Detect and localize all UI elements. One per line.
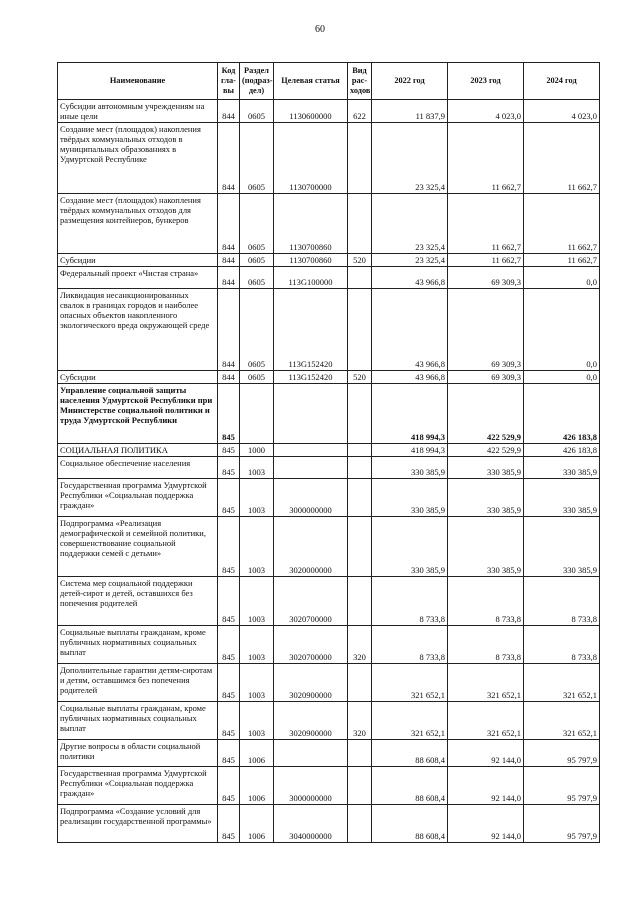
cell-type bbox=[348, 767, 372, 805]
cell-2023: 69 309,3 bbox=[448, 371, 524, 384]
cell-name: Подпрограмма «Создание условий для реализации государственной программы» bbox=[58, 805, 218, 843]
table-row bbox=[58, 100, 600, 123]
cell-2024: 95 797,9 bbox=[524, 740, 600, 767]
cell-2023: 330 385,9 bbox=[448, 517, 524, 577]
cell-2023: 92 144,0 bbox=[448, 740, 524, 767]
cell-2022: 23 325,4 bbox=[372, 194, 448, 254]
cell-2023: 422 529,9 bbox=[448, 384, 524, 444]
cell-2022: 88 608,4 bbox=[372, 740, 448, 767]
cell-name: Субсидии bbox=[58, 254, 218, 267]
table-row bbox=[58, 371, 600, 384]
page-number: 60 bbox=[315, 24, 325, 35]
table-header-row bbox=[58, 63, 600, 100]
cell-target: 3000000000 bbox=[274, 479, 348, 517]
cell-2023: 330 385,9 bbox=[448, 479, 524, 517]
table-row bbox=[58, 740, 600, 767]
header-section: Раздел (подраз-дел) bbox=[240, 63, 274, 100]
cell-target: 113G100000 bbox=[274, 267, 348, 289]
cell-target: 113G152420 bbox=[274, 371, 348, 384]
cell-section: 0605 bbox=[240, 371, 274, 384]
cell-target: 1130700000 bbox=[274, 123, 348, 194]
cell-2022: 330 385,9 bbox=[372, 457, 448, 479]
header-target: Целевая статья bbox=[274, 63, 348, 100]
table-row bbox=[58, 194, 600, 254]
table-row bbox=[58, 577, 600, 626]
cell-type bbox=[348, 517, 372, 577]
cell-code: 845 bbox=[218, 384, 240, 444]
cell-code: 845 bbox=[218, 517, 240, 577]
table-row bbox=[58, 289, 600, 371]
cell-section: 1003 bbox=[240, 664, 274, 702]
header-name: Наименование bbox=[58, 63, 218, 100]
cell-type bbox=[348, 123, 372, 194]
table-row bbox=[58, 479, 600, 517]
cell-code: 845 bbox=[218, 740, 240, 767]
cell-2024: 95 797,9 bbox=[524, 767, 600, 805]
cell-section: 1003 bbox=[240, 626, 274, 664]
header-2023: 2023 год bbox=[448, 63, 524, 100]
cell-target: 113G152420 bbox=[274, 289, 348, 371]
header-type: Вид рас-ходов bbox=[348, 63, 372, 100]
cell-section: 1003 bbox=[240, 577, 274, 626]
cell-2024: 330 385,9 bbox=[524, 479, 600, 517]
table-row bbox=[58, 444, 600, 457]
cell-type bbox=[348, 457, 372, 479]
cell-2024: 8 733,8 bbox=[524, 626, 600, 664]
cell-section: 1006 bbox=[240, 805, 274, 843]
cell-name: СОЦИАЛЬНАЯ ПОЛИТИКА bbox=[58, 444, 218, 457]
cell-code: 845 bbox=[218, 444, 240, 457]
cell-target: 3000000000 bbox=[274, 767, 348, 805]
cell-2023: 92 144,0 bbox=[448, 767, 524, 805]
cell-name: Субсидии автономным учреждениям на иные цели bbox=[58, 100, 218, 123]
cell-2023: 8 733,8 bbox=[448, 626, 524, 664]
cell-2022: 43 966,8 bbox=[372, 267, 448, 289]
table-row bbox=[58, 267, 600, 289]
cell-2024: 321 652,1 bbox=[524, 664, 600, 702]
cell-name: Социальные выплаты гражданам, кроме публичных нормативных социальных выплат bbox=[58, 626, 218, 664]
table-row bbox=[58, 384, 600, 444]
cell-code: 844 bbox=[218, 289, 240, 371]
budget-table bbox=[57, 62, 600, 843]
cell-type bbox=[348, 664, 372, 702]
cell-type: 622 bbox=[348, 100, 372, 123]
cell-2024: 330 385,9 bbox=[524, 517, 600, 577]
table-row bbox=[58, 767, 600, 805]
cell-2022: 321 652,1 bbox=[372, 702, 448, 740]
cell-name: Создание мест (площадок) накопления твёрдых коммунальных отходов в муниципальных образованиях в Удмуртской Республике bbox=[58, 123, 218, 194]
cell-2023: 92 144,0 bbox=[448, 805, 524, 843]
cell-2022: 418 994,3 bbox=[372, 384, 448, 444]
cell-2023: 422 529,9 bbox=[448, 444, 524, 457]
cell-code: 844 bbox=[218, 100, 240, 123]
cell-2022: 8 733,8 bbox=[372, 626, 448, 664]
cell-code: 844 bbox=[218, 254, 240, 267]
cell-name: Федеральный проект «Чистая страна» bbox=[58, 267, 218, 289]
cell-name: Субсидии bbox=[58, 371, 218, 384]
table-row bbox=[58, 123, 600, 194]
header-2024: 2024 год bbox=[524, 63, 600, 100]
cell-target: 1130700860 bbox=[274, 194, 348, 254]
cell-type: 320 bbox=[348, 702, 372, 740]
cell-type bbox=[348, 444, 372, 457]
header-code: Код гла-вы bbox=[218, 63, 240, 100]
cell-2023: 11 662,7 bbox=[448, 254, 524, 267]
cell-section: 0605 bbox=[240, 267, 274, 289]
cell-section: 0605 bbox=[240, 194, 274, 254]
cell-2024: 11 662,7 bbox=[524, 254, 600, 267]
cell-2022: 11 837,9 bbox=[372, 100, 448, 123]
cell-code: 845 bbox=[218, 577, 240, 626]
table-body bbox=[58, 100, 600, 843]
cell-2023: 4 023,0 bbox=[448, 100, 524, 123]
cell-type bbox=[348, 289, 372, 371]
cell-2024: 0,0 bbox=[524, 289, 600, 371]
cell-code: 845 bbox=[218, 664, 240, 702]
cell-name: Управление социальной защиты населения Удмуртской Республики при Министерстве социальной политики и труда Удмуртской Республики bbox=[58, 384, 218, 444]
cell-2023: 321 652,1 bbox=[448, 702, 524, 740]
cell-2024: 4 023,0 bbox=[524, 100, 600, 123]
cell-target: 3040000000 bbox=[274, 805, 348, 843]
cell-section: 1003 bbox=[240, 479, 274, 517]
cell-code: 845 bbox=[218, 767, 240, 805]
cell-2022: 88 608,4 bbox=[372, 767, 448, 805]
table-row bbox=[58, 457, 600, 479]
cell-name: Социальное обеспечение населения bbox=[58, 457, 218, 479]
cell-2022: 8 733,8 bbox=[372, 577, 448, 626]
cell-2024: 330 385,9 bbox=[524, 457, 600, 479]
cell-section: 1006 bbox=[240, 740, 274, 767]
cell-2023: 69 309,3 bbox=[448, 267, 524, 289]
cell-section: 0605 bbox=[240, 254, 274, 267]
cell-2024: 8 733,8 bbox=[524, 577, 600, 626]
cell-2024: 95 797,9 bbox=[524, 805, 600, 843]
cell-name: Государственная программа Удмуртской Республики «Социальная поддержка граждан» bbox=[58, 767, 218, 805]
cell-target bbox=[274, 444, 348, 457]
cell-section: 1003 bbox=[240, 517, 274, 577]
cell-name: Создание мест (площадок) накопления твёрдых коммунальных отходов для размещения контейнеров, бункеров bbox=[58, 194, 218, 254]
cell-target bbox=[274, 384, 348, 444]
cell-section: 1003 bbox=[240, 457, 274, 479]
cell-section: 1000 bbox=[240, 444, 274, 457]
cell-2022: 43 966,8 bbox=[372, 371, 448, 384]
cell-name: Социальные выплаты гражданам, кроме публичных нормативных социальных выплат bbox=[58, 702, 218, 740]
table-row bbox=[58, 626, 600, 664]
table-row bbox=[58, 254, 600, 267]
cell-2024: 321 652,1 bbox=[524, 702, 600, 740]
cell-2023: 11 662,7 bbox=[448, 123, 524, 194]
cell-section bbox=[240, 384, 274, 444]
cell-code: 845 bbox=[218, 626, 240, 664]
cell-2024: 426 183,8 bbox=[524, 384, 600, 444]
cell-section: 1006 bbox=[240, 767, 274, 805]
cell-target: 3020900000 bbox=[274, 664, 348, 702]
cell-code: 845 bbox=[218, 702, 240, 740]
cell-2023: 69 309,3 bbox=[448, 289, 524, 371]
cell-code: 845 bbox=[218, 479, 240, 517]
cell-target: 1130600000 bbox=[274, 100, 348, 123]
cell-code: 844 bbox=[218, 267, 240, 289]
cell-code: 844 bbox=[218, 194, 240, 254]
cell-target: 3020900000 bbox=[274, 702, 348, 740]
table-row bbox=[58, 664, 600, 702]
cell-name: Подпрограмма «Реализация демографической и семейной политики, совершенствование социальной поддержки семей с детьми» bbox=[58, 517, 218, 577]
cell-section: 1003 bbox=[240, 702, 274, 740]
cell-type bbox=[348, 267, 372, 289]
cell-2024: 11 662,7 bbox=[524, 123, 600, 194]
cell-target bbox=[274, 740, 348, 767]
cell-code: 844 bbox=[218, 123, 240, 194]
cell-2023: 8 733,8 bbox=[448, 577, 524, 626]
cell-2023: 11 662,7 bbox=[448, 194, 524, 254]
cell-2023: 330 385,9 bbox=[448, 457, 524, 479]
cell-type bbox=[348, 384, 372, 444]
cell-name: Ликвидация несанкционированных свалок в границах городов и наиболее опасных объектов накопленного экологического вреда окружающей среде bbox=[58, 289, 218, 371]
cell-target: 3020700000 bbox=[274, 626, 348, 664]
header-2022: 2022 год bbox=[372, 63, 448, 100]
cell-code: 844 bbox=[218, 371, 240, 384]
cell-target: 3020000000 bbox=[274, 517, 348, 577]
cell-section: 0605 bbox=[240, 123, 274, 194]
cell-2022: 418 994,3 bbox=[372, 444, 448, 457]
cell-2024: 11 662,7 bbox=[524, 194, 600, 254]
cell-target: 1130700860 bbox=[274, 254, 348, 267]
cell-name: Другие вопросы в области социальной политики bbox=[58, 740, 218, 767]
cell-2022: 23 325,4 bbox=[372, 123, 448, 194]
cell-target: 3020700000 bbox=[274, 577, 348, 626]
cell-type bbox=[348, 194, 372, 254]
cell-2023: 321 652,1 bbox=[448, 664, 524, 702]
cell-type: 520 bbox=[348, 254, 372, 267]
table-row bbox=[58, 702, 600, 740]
cell-type: 320 bbox=[348, 626, 372, 664]
cell-name: Дополнительные гарантии детям-сиротам и детям, оставшимся без попечения родителей bbox=[58, 664, 218, 702]
table-row bbox=[58, 517, 600, 577]
cell-code: 845 bbox=[218, 805, 240, 843]
cell-section: 0605 bbox=[240, 100, 274, 123]
cell-2024: 426 183,8 bbox=[524, 444, 600, 457]
cell-name: Государственная программа Удмуртской Республики «Социальная поддержка граждан» bbox=[58, 479, 218, 517]
cell-section: 0605 bbox=[240, 289, 274, 371]
cell-2022: 43 966,8 bbox=[372, 289, 448, 371]
cell-2022: 88 608,4 bbox=[372, 805, 448, 843]
cell-target bbox=[274, 457, 348, 479]
table-row bbox=[58, 805, 600, 843]
cell-2024: 0,0 bbox=[524, 371, 600, 384]
cell-2022: 23 325,4 bbox=[372, 254, 448, 267]
cell-type: 520 bbox=[348, 371, 372, 384]
cell-type bbox=[348, 479, 372, 517]
cell-2024: 0,0 bbox=[524, 267, 600, 289]
cell-code: 845 bbox=[218, 457, 240, 479]
cell-type bbox=[348, 740, 372, 767]
cell-2022: 321 652,1 bbox=[372, 664, 448, 702]
cell-name: Система мер социальной поддержки детей-сирот и детей, оставшихся без попечения родителей bbox=[58, 577, 218, 626]
cell-type bbox=[348, 577, 372, 626]
cell-2022: 330 385,9 bbox=[372, 479, 448, 517]
cell-type bbox=[348, 805, 372, 843]
cell-2022: 330 385,9 bbox=[372, 517, 448, 577]
